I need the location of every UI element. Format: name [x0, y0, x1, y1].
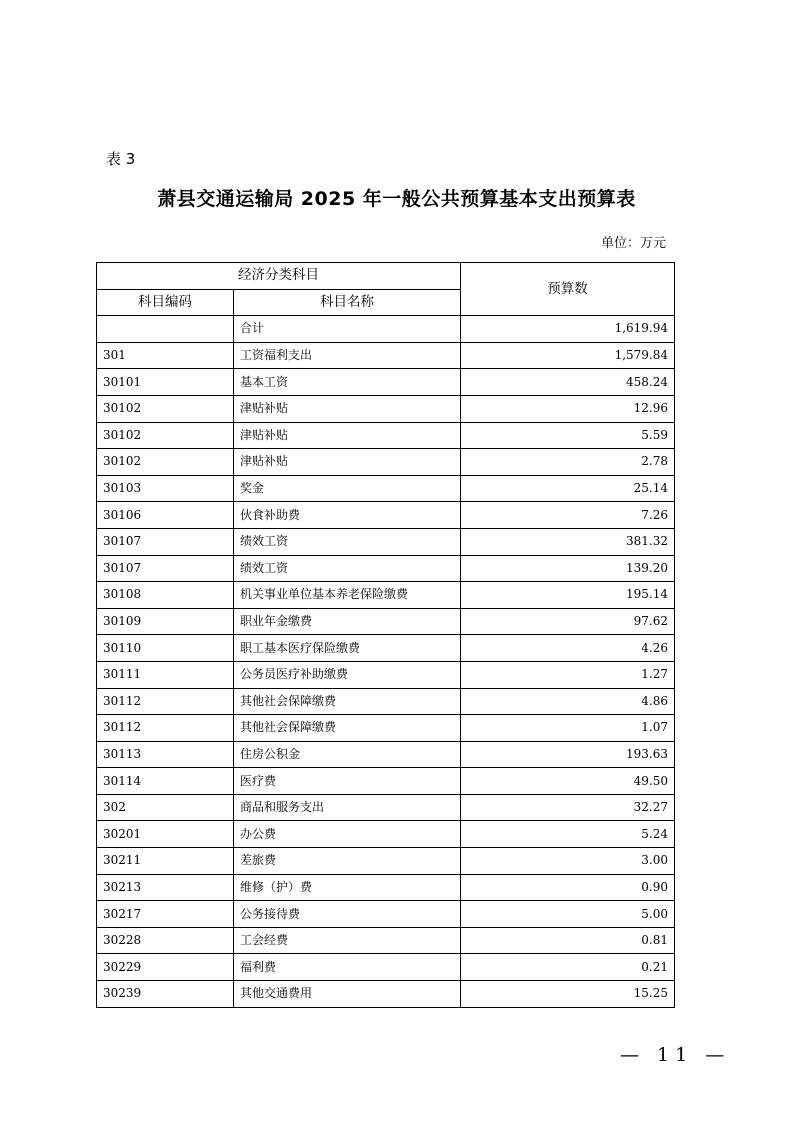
row-amount: 97.62 [461, 608, 675, 635]
table-row [97, 316, 675, 343]
unit-label: 单位：万元 [600, 236, 666, 251]
table-row [97, 927, 675, 954]
row-amount: 0.90 [461, 874, 675, 901]
table-row [97, 848, 675, 875]
table-row [97, 475, 675, 502]
row-amount: 32.27 [461, 794, 675, 821]
table-row [97, 741, 675, 768]
row-amount: 12.96 [461, 395, 675, 422]
row-name: 福利费 [234, 954, 461, 981]
row-code: 30112 [97, 688, 234, 715]
table-body [97, 316, 675, 1007]
header-budget-amount: 预算数 [461, 263, 675, 316]
row-amount: 1,579.84 [461, 342, 675, 369]
table-label: 表 3 [106, 150, 136, 168]
row-code: 30107 [97, 555, 234, 582]
row-amount: 3.00 [461, 848, 675, 875]
row-code: 30201 [97, 821, 234, 848]
table-row [97, 449, 675, 476]
table-row [97, 688, 675, 715]
row-amount: 458.24 [461, 369, 675, 396]
row-name: 职工基本医疗保险缴费 [234, 635, 461, 662]
table-row [97, 582, 675, 609]
row-code: 30109 [97, 608, 234, 635]
row-name: 公务员医疗补助缴费 [234, 661, 461, 688]
row-amount: 25.14 [461, 475, 675, 502]
row-code: 30213 [97, 874, 234, 901]
row-amount: 0.81 [461, 927, 675, 954]
table-row [97, 342, 675, 369]
row-name: 维修（护）费 [234, 874, 461, 901]
row-name: 津贴补贴 [234, 449, 461, 476]
row-amount: 5.59 [461, 422, 675, 449]
table-row [97, 768, 675, 795]
row-amount: 1,619.94 [461, 316, 675, 343]
row-amount: 0.21 [461, 954, 675, 981]
row-code: 30102 [97, 395, 234, 422]
row-name: 公务接待费 [234, 901, 461, 928]
header-row-group [97, 263, 675, 290]
row-amount: 15.25 [461, 981, 675, 1008]
table-row [97, 981, 675, 1008]
table-row [97, 661, 675, 688]
table-row [97, 794, 675, 821]
budget-table [96, 262, 675, 1008]
header-economic-category: 经济分类科目 [97, 263, 461, 290]
row-name: 伙食补助费 [234, 502, 461, 529]
page-title: 萧县交通运输局 2025 年一般公共预算基本支出预算表 [157, 188, 636, 210]
row-name: 津贴补贴 [234, 395, 461, 422]
table-row [97, 901, 675, 928]
header-subject-name: 科目名称 [234, 289, 461, 316]
table-row [97, 715, 675, 742]
row-amount: 1.27 [461, 661, 675, 688]
row-name: 办公费 [234, 821, 461, 848]
row-name: 工会经费 [234, 927, 461, 954]
row-code: 30228 [97, 927, 234, 954]
table-row [97, 821, 675, 848]
row-code: 30110 [97, 635, 234, 662]
row-amount: 7.26 [461, 502, 675, 529]
table-row [97, 874, 675, 901]
row-amount: 49.50 [461, 768, 675, 795]
table-row [97, 954, 675, 981]
row-name: 医疗费 [234, 768, 461, 795]
table-row [97, 395, 675, 422]
row-amount: 193.63 [461, 741, 675, 768]
row-code: 30101 [97, 369, 234, 396]
row-code: 30106 [97, 502, 234, 529]
row-name: 职业年金缴费 [234, 608, 461, 635]
table-row [97, 635, 675, 662]
row-name: 绩效工资 [234, 528, 461, 555]
row-code: 30239 [97, 981, 234, 1008]
row-code: 30114 [97, 768, 234, 795]
row-amount: 4.26 [461, 635, 675, 662]
table-row [97, 528, 675, 555]
table-row [97, 502, 675, 529]
row-code: 302 [97, 794, 234, 821]
row-code [97, 316, 234, 343]
page-number: — 11 — [620, 1044, 731, 1066]
header-subject-code: 科目编码 [97, 289, 234, 316]
table-row [97, 422, 675, 449]
row-name: 其他社会保障缴费 [234, 688, 461, 715]
row-name: 津贴补贴 [234, 422, 461, 449]
row-name: 其他交通费用 [234, 981, 461, 1008]
table-row [97, 369, 675, 396]
row-code: 30211 [97, 848, 234, 875]
row-code: 30111 [97, 661, 234, 688]
row-code: 30102 [97, 422, 234, 449]
row-code: 30217 [97, 901, 234, 928]
row-code: 30112 [97, 715, 234, 742]
row-name: 合计 [234, 316, 461, 343]
row-amount: 195.14 [461, 582, 675, 609]
row-code: 30113 [97, 741, 234, 768]
row-name: 住房公积金 [234, 741, 461, 768]
row-code: 30108 [97, 582, 234, 609]
row-amount: 381.32 [461, 528, 675, 555]
row-name: 商品和服务支出 [234, 794, 461, 821]
row-code: 301 [97, 342, 234, 369]
row-amount: 1.07 [461, 715, 675, 742]
row-name: 其他社会保障缴费 [234, 715, 461, 742]
row-amount: 5.00 [461, 901, 675, 928]
row-name: 奖金 [234, 475, 461, 502]
row-amount: 2.78 [461, 449, 675, 476]
row-name: 基本工资 [234, 369, 461, 396]
row-name: 差旅费 [234, 848, 461, 875]
row-code: 30229 [97, 954, 234, 981]
row-amount: 4.86 [461, 688, 675, 715]
row-code: 30102 [97, 449, 234, 476]
table-row [97, 608, 675, 635]
row-code: 30107 [97, 528, 234, 555]
row-name: 机关事业单位基本养老保险缴费 [234, 582, 461, 609]
table-row [97, 555, 675, 582]
row-name: 工资福利支出 [234, 342, 461, 369]
row-name: 绩效工资 [234, 555, 461, 582]
row-amount: 139.20 [461, 555, 675, 582]
row-code: 30103 [97, 475, 234, 502]
row-amount: 5.24 [461, 821, 675, 848]
